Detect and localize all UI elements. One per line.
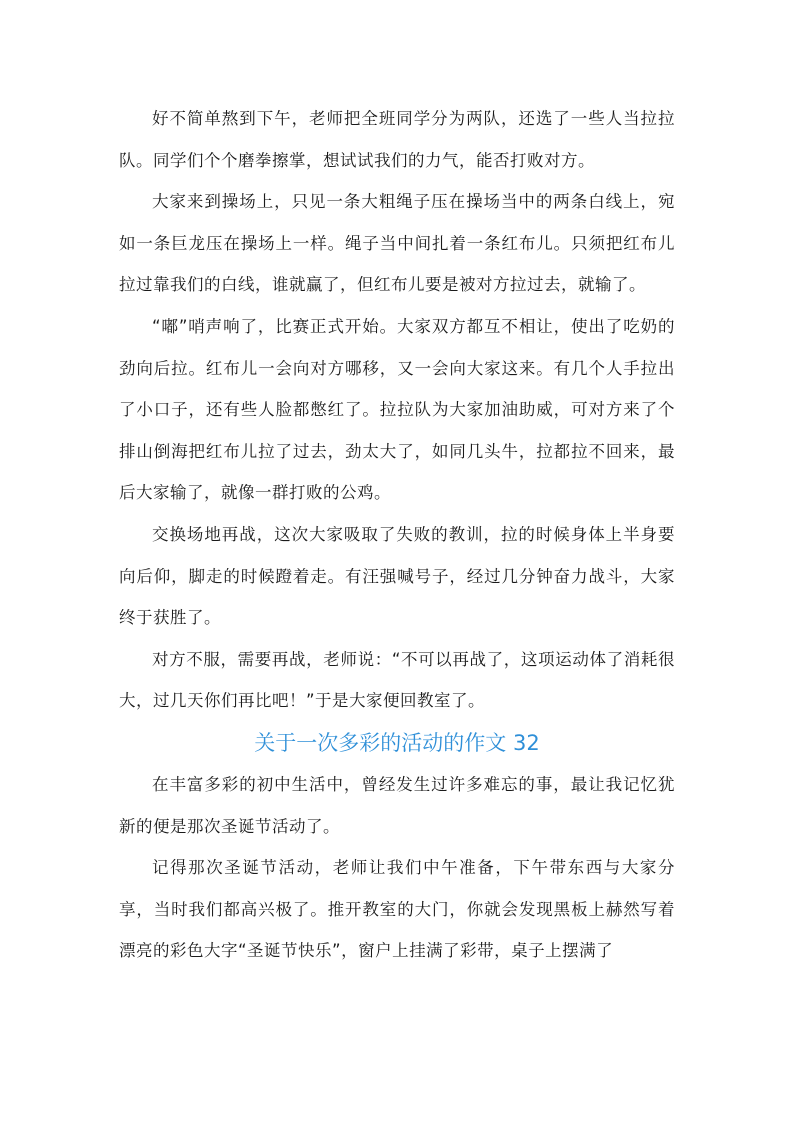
paragraph-2: 大家来到操场上，只见一条大粗绳子压在操场当中的两条白线上，宛如一条巨龙压在操场上一样。绳子当中间扎着一条红布儿。只须把红布儿拉过靠我们的白线，谁就赢了，但红布儿要是被对方拉过去，就输了。	[119, 192, 675, 295]
paragraph-6: 在丰富多彩的初中生活中，曾经发生过许多难忘的事，最让我记忆犹新的便是那次圣诞节活动了。	[119, 774, 675, 836]
paragraph-1: 好不简单熬到下午，老师把全班同学分为两队，还选了一些人当拉拉队。同学们个个磨拳擦掌，想试试我们的力气，能否打败对方。	[119, 109, 675, 170]
document-body	[119, 98, 675, 972]
paragraph-5: 对方不服，需要再战，老师说：“不可以再战了，这项运动体了消耗很大，过几天你们再比吧！”于是大家便回教室了。	[119, 649, 675, 711]
paragraph-3: “嘟”哨声响了，比赛正式开始。大家双方都互不相让，使出了吃奶的劲向后拉。红布儿一会向对方哪移，又一会向大家这来。有几个人手拉出了小口子，还有些人脸都憋红了。拉拉队为大家加油助威，可对方来了个排山倒海把红布儿拉了过去，劲太大了，如同几头牛，拉都拉不回来，最后大家输了，就像一群打败的公鸡。	[119, 316, 675, 503]
paragraph-7: 记得那次圣诞节活动，老师让我们中午准备，下午带东西与大家分享，当时我们都高兴极了。推开教室的大门，你就会发现黑板上赫然写着漂亮的彩色大字“圣诞节快乐”，窗户上挂满了彩带，桌子上摆满了	[119, 858, 675, 961]
paragraph-4: 交换场地再战，这次大家吸取了失败的教训，拉的时候身体上半身要向后仰，脚走的时候蹬着走。有汪强喊号子，经过几分钟奋力战斗，大家终于获胜了。	[119, 524, 675, 628]
section-heading: 关于一次多彩的活动的作文 32	[254, 730, 540, 755]
